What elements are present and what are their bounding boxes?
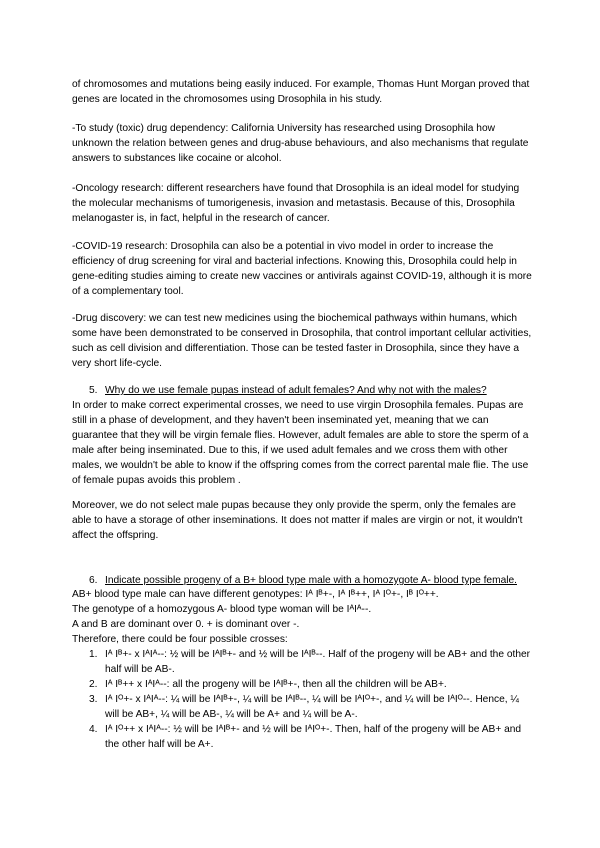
- paragraph-intro: of chromosomes and mutations being easily induced. For example, Thomas Hunt Morgan proved that genes are located in the chromosomes using Drosophila in his study.: [72, 79, 530, 105]
- cross-text: Iᴬ Iᴮ++ x IᴬIᴬ--: all the progeny will be IᴬIᴮ+-, then all the children will be AB+.: [105, 679, 447, 690]
- cross-number: 3.: [89, 694, 98, 705]
- crosses-list: [72, 647, 532, 752]
- paragraph-covid: -COVID-19 research: Drosophila can also be a potential in vivo model in order to increase the efficiency of drug screening for viral and bacterial infections. Knowing this, Drosophila could help in gene-editing studies aiming to create new vaccines or antivirals against COVID-19, although it is more of a complementary tool.: [72, 241, 532, 297]
- question-6-answer: [72, 587, 532, 647]
- paragraph-drug-discovery: -Drug discovery: we can test new medicines using the biochemical pathways within humans, which some have been demonstrated to be conserved in Drosophila, that control important cellular activities, such as cell division and differentiation. Those can be tested faster in Drosophila, since they have a very short life-cycle.: [72, 313, 532, 369]
- cross-item: [72, 647, 532, 677]
- cross-item: [72, 722, 532, 752]
- crosses-intro-line: Therefore, there could be four possible crosses:: [72, 634, 288, 645]
- genotypes-line: AB+ blood type male can have different genotypes: Iᴬ Iᴮ+-, Iᴬ Iᴮ++, Iᴬ Iᴼ+-, Iᴮ Iᴼ++.: [72, 589, 439, 600]
- cross-number: 1.: [89, 649, 98, 660]
- question-5-text: Why do we use female pupas instead of adult females? And why not with the males?: [105, 385, 487, 396]
- question-5-number: 5.: [89, 385, 98, 396]
- question-6-number: 6.: [89, 575, 98, 586]
- paragraph-oncology: -Oncology research: different researchers have found that Drosophila is an ideal model for studying the molecular mechanisms of tumorigenesis, invasion and metastasis. Because of this, Drosophila melanogaster is, in fact, helpful in the research of cancer.: [72, 183, 520, 224]
- cross-item: [72, 692, 532, 722]
- question-5-heading: [72, 383, 565, 398]
- cross-text: Iᴬ Iᴼ+- x IᴬIᴬ--: ¼ will be IᴬIᴮ+-, ¼ will be IᴬIᴮ--, ¼ will be IᴬIᴼ+-, and ¼ will be IᴬIᴼ--. Hence, ¼ will be AB+, ¼ will be AB-, ¼ will be A+ and ¼ will be A-.: [105, 694, 519, 720]
- question-6-text: Indicate possible progeny of a B+ blood type male with a homozygote A- blood type female.: [105, 575, 517, 586]
- cross-number: 2.: [89, 679, 98, 690]
- homozygous-line: The genotype of a homozygous A- blood type woman will be IᴬIᴬ--.: [72, 604, 372, 615]
- paragraph-toxic-drug: -To study (toxic) drug dependency: California University has researched using Drosophila how unknown the relation between genes and drug-abuse behaviours, and also mechanisms that regulate answers to substances like cocaine or alcohol.: [72, 123, 529, 164]
- cross-text: Iᴬ Iᴮ+- x IᴬIᴬ--: ½ will be IᴬIᴮ+- and ½ will be IᴬIᴮ--. Half of the progeny will be AB+ and the other half will be AB-.: [105, 649, 531, 675]
- question-5-followup: Moreover, we do not select male pupas because they only provide the sperm, only the females are able to have a storage of other inseminations. It does not matter if males are virgin or not, it wouldn't affect the offspring.: [72, 500, 523, 541]
- question-6-heading: [72, 573, 565, 588]
- question-5-answer: In order to make correct experimental crosses, we need to use virgin Drosophila females. Pupas are still in a phase of development, and they haven't been inseminated yet, meaning that we can guarantee that they will be virgin female flies. However, adult females are able to store the sperm of a male after being inseminated. Due to this, if we used adult females and we cross them with other males, we wouldn't be able to know if the offspring comes from the correct parental male flie. The use of female pupas avoids this problem .: [72, 400, 529, 486]
- cross-text: Iᴬ Iᴼ++ x IᴬIᴬ--: ½ will be IᴬIᴮ+- and ½ will be IᴬIᴼ+-. Then, half of the progeny will be AB+ and the other half will be A+.: [105, 724, 522, 750]
- dominance-line: A and B are dominant over 0. + is dominant over -.: [72, 619, 300, 630]
- cross-item: [72, 677, 532, 692]
- cross-number: 4.: [89, 724, 98, 735]
